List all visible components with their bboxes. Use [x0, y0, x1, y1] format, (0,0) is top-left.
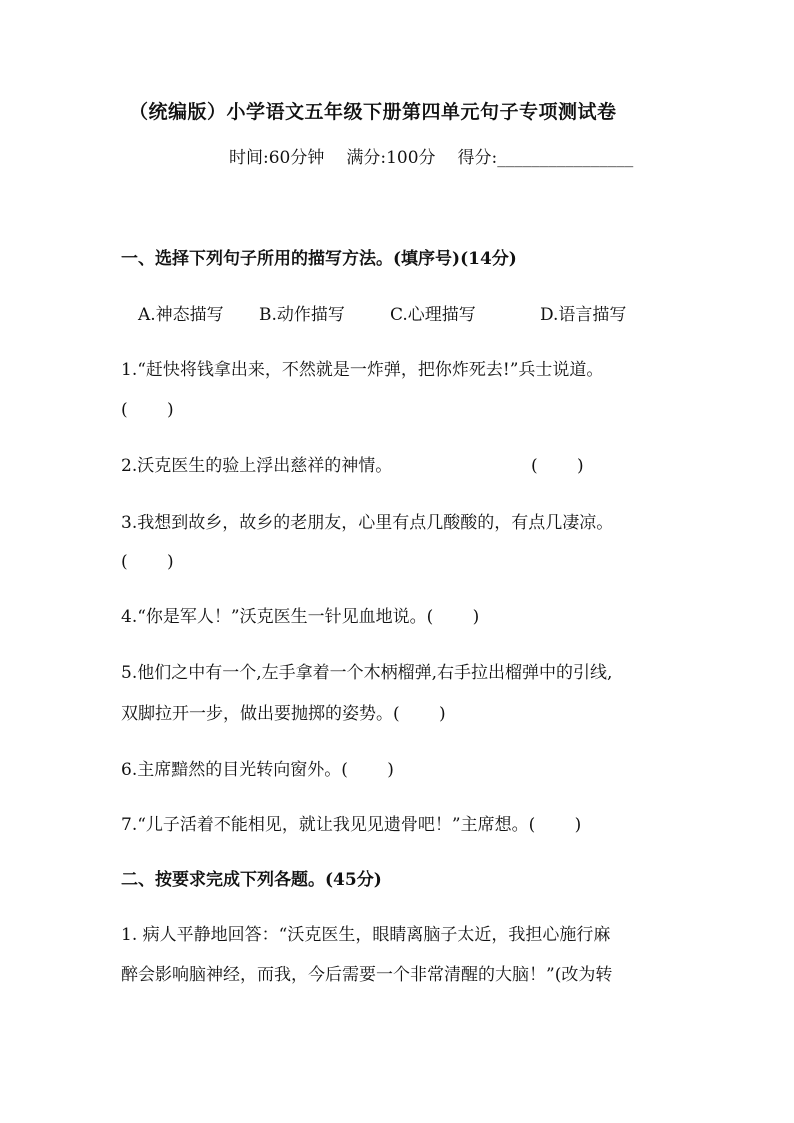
- question-2-blank: ( ): [531, 456, 584, 476]
- question-5-line-2: 双脚拉开一步，做出要抛掷的姿势。( ): [121, 704, 446, 724]
- question-6: 6.主席黯然的目光转向窗外。( ): [121, 760, 394, 780]
- question-3-blank: ( ): [121, 552, 174, 572]
- score-field: 得分:________________: [457, 148, 634, 168]
- question-7: 7.“儿子活着不能相见，就让我见见遗骨吧！”主席想。( ): [121, 815, 582, 835]
- question-2: 2.沃克医生的验上浮出慈祥的神情。: [121, 456, 393, 476]
- question-1-blank: ( ): [121, 400, 174, 420]
- option-c: C.心理描写: [390, 305, 476, 325]
- question-3: 3.我想到故乡，故乡的老朋友，心里有点几酸酸的，有点几凄凉。: [121, 513, 614, 533]
- question-5-line-1: 5.他们之中有一个,左手拿着一个木柄榴弹,右手拉出榴弹中的引线,: [121, 663, 613, 683]
- section2-question-1-line-1: 1. 病人平静地回答：“沃克医生，眼睛离脑子太近，我担心施行麻: [121, 925, 611, 945]
- option-list: [138, 304, 626, 326]
- option-b: B.动作描写: [259, 305, 345, 325]
- option-a: A.神态描写: [138, 305, 224, 325]
- question-4: 4.“你是军人！”沃克医生一针见血地说。( ): [121, 607, 480, 627]
- section2-heading: 二、按要求完成下列各题。(45分): [121, 870, 382, 890]
- full-score: 满分:100分: [346, 148, 436, 168]
- exam-title: （统编版）小学语文五年级下册第四单元句子专项测试卷: [129, 101, 617, 123]
- exam-meta: [229, 147, 633, 169]
- section2-question-1-line-2: 醉会影响脑神经，而我，今后需要一个非常清醒的大脑！”(改为转: [121, 965, 613, 985]
- time-limit: 时间:60分钟: [229, 148, 325, 168]
- question-1: 1.“赶快将钱拿出来，不然就是一炸弹，把你炸死去!”兵士说道。: [121, 360, 604, 380]
- section1-heading: 一、选择下列句子所用的描写方法。(填序号)(14分): [121, 249, 517, 269]
- option-d: D.语言描写: [540, 305, 627, 325]
